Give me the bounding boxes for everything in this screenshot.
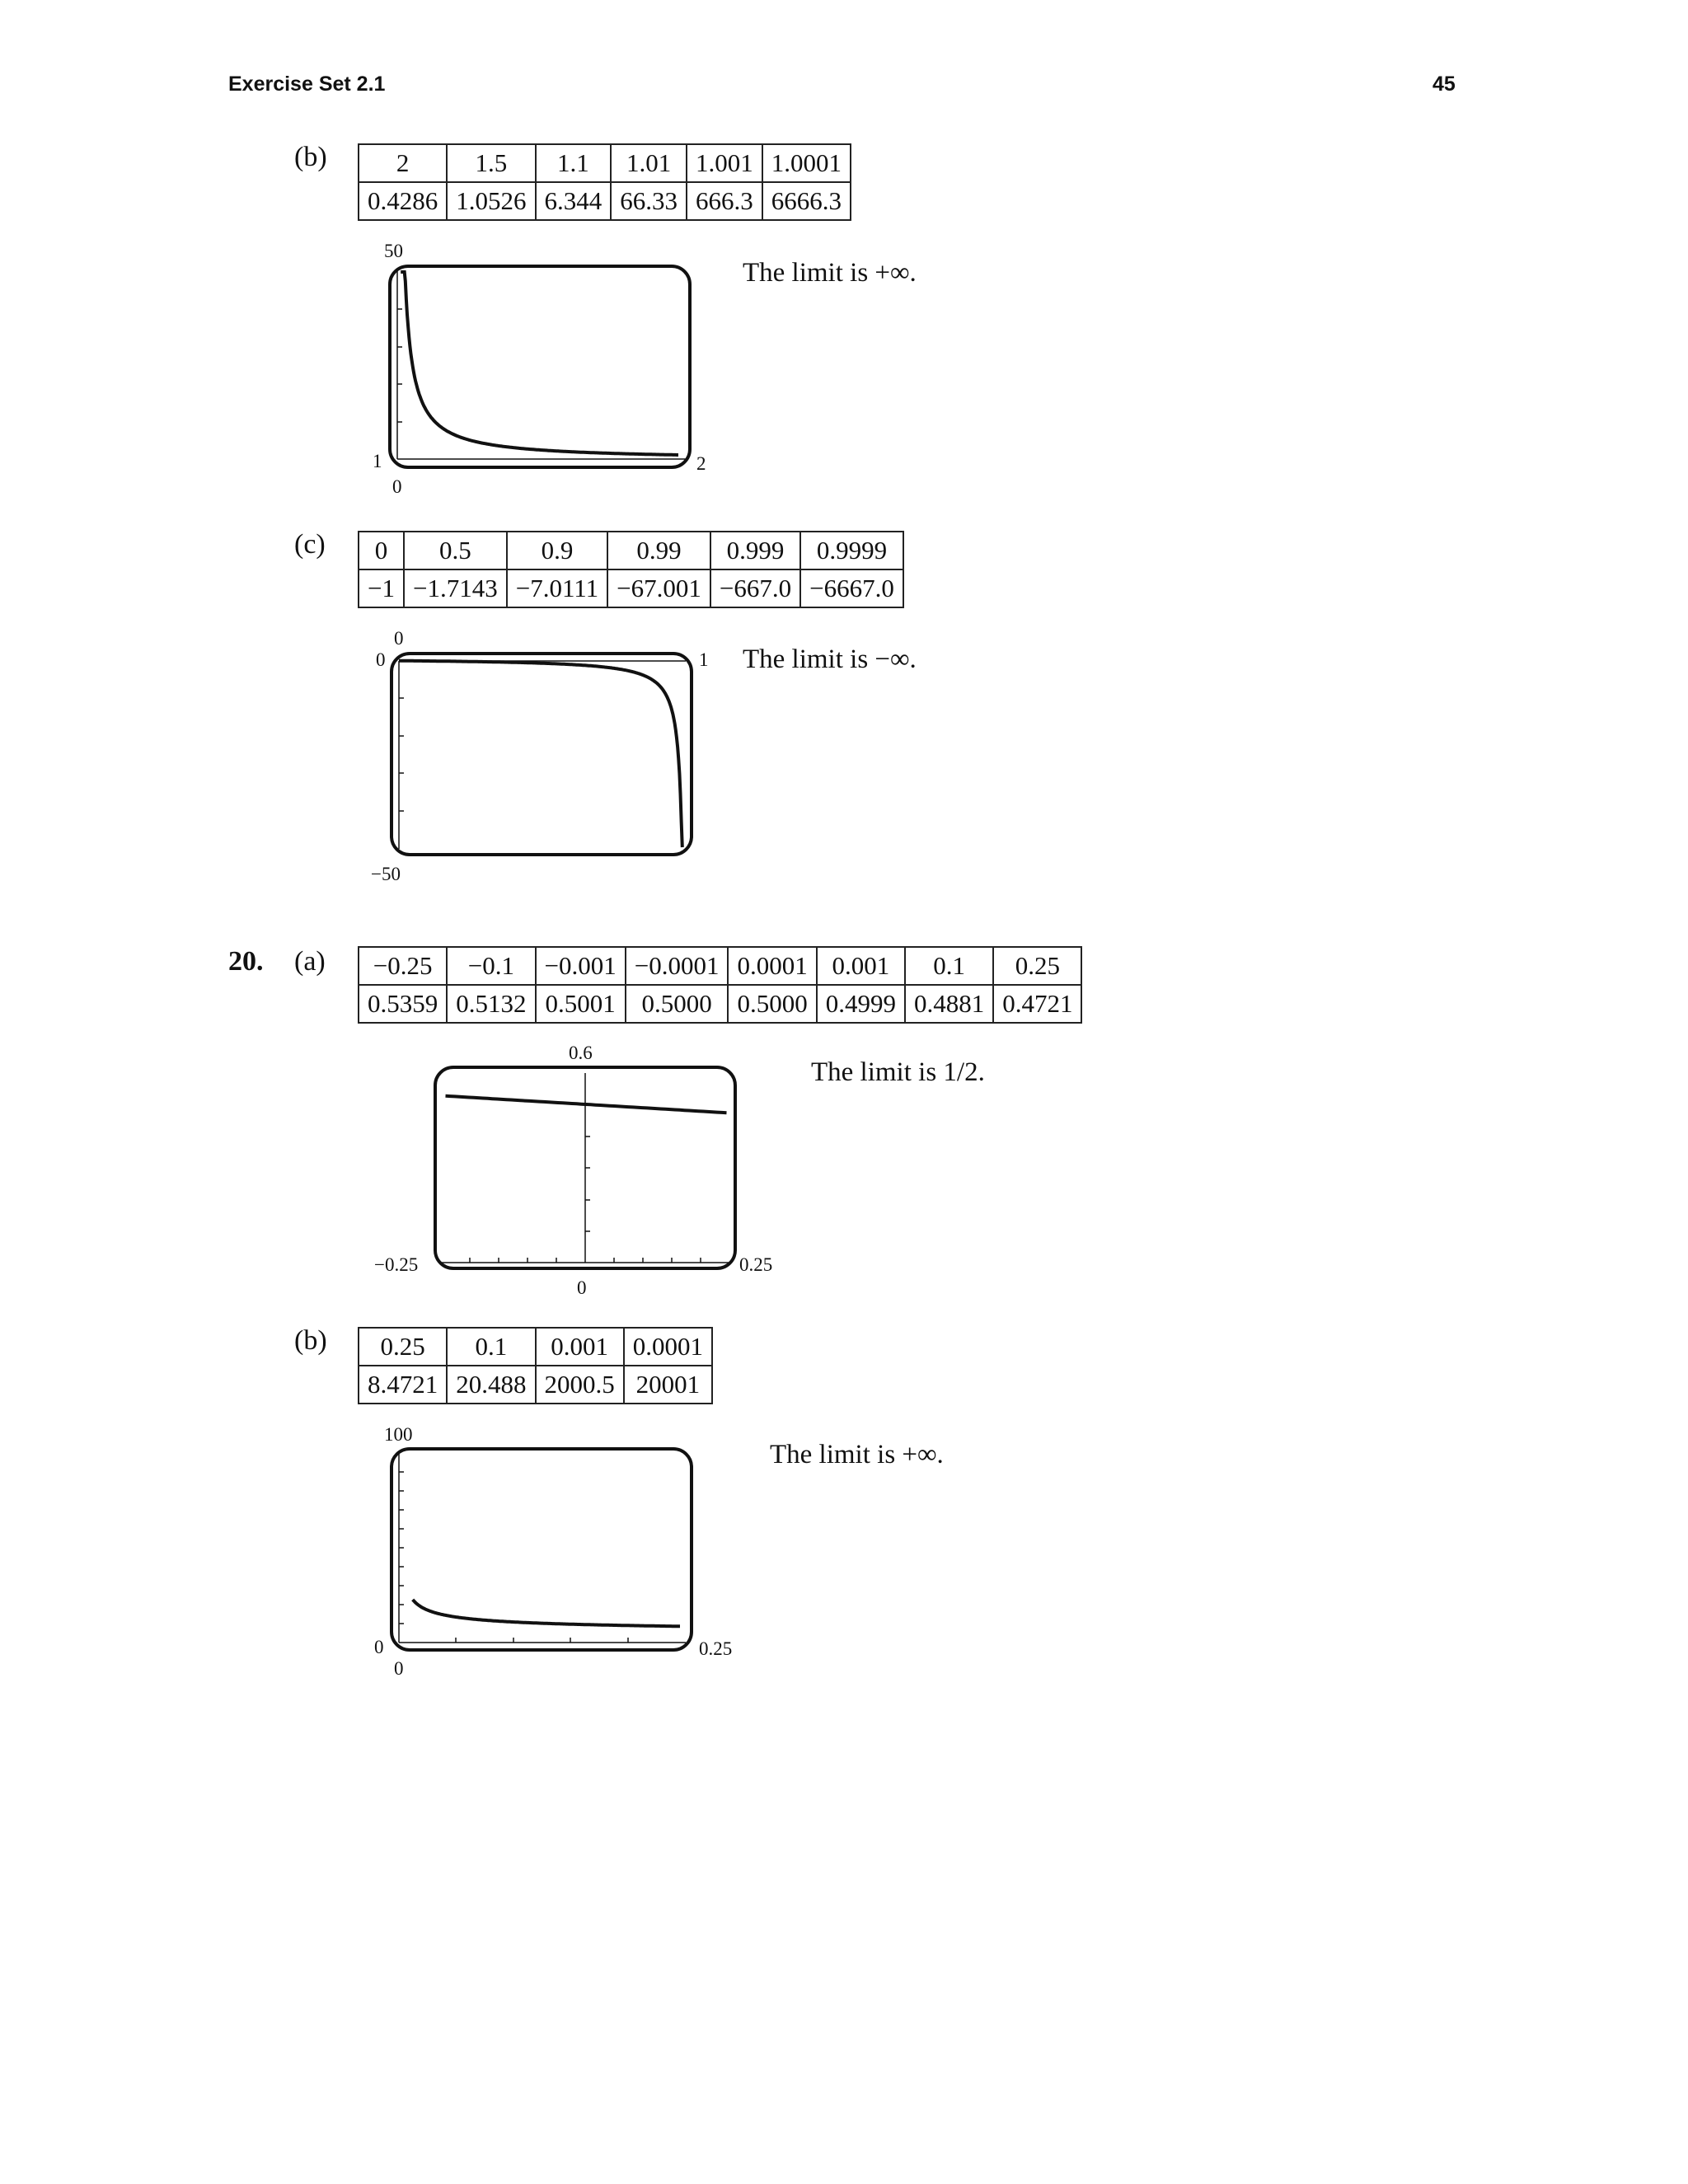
table-row-x — [359, 947, 1081, 985]
table-cell: 0.99 — [607, 532, 710, 569]
table-cell: 0.4721 — [993, 985, 1081, 1023]
table-cell: 0.5000 — [728, 985, 816, 1023]
tick-label-xmax: 0.25 — [699, 1638, 733, 1659]
graph-19b — [387, 264, 692, 470]
tick-label-xmax: 1 — [699, 649, 709, 670]
graph-19c — [389, 651, 694, 857]
table-row-x — [359, 532, 903, 569]
calculator-frame — [392, 1449, 692, 1650]
page-number: 45 — [1432, 73, 1456, 96]
table-cell: 1.0526 — [447, 182, 535, 220]
tick-label-ymin: −50 — [371, 864, 401, 884]
table-cell: 0.1 — [447, 1328, 535, 1366]
graph-20a — [433, 1065, 738, 1271]
tick-label-ymax: 0.6 — [569, 1043, 593, 1063]
table-cell: 1.1 — [536, 144, 612, 182]
function-curve — [399, 661, 682, 847]
table-cell: 8.4721 — [359, 1366, 447, 1404]
tick-label-ymax: 0 — [376, 649, 386, 670]
table-cell: 0.1 — [905, 947, 993, 985]
value-table-20a — [358, 946, 1082, 1024]
limit-conclusion: The limit is +∞. — [743, 258, 917, 288]
table-cell: 0.5001 — [536, 985, 626, 1023]
table-cell: 6.344 — [536, 182, 612, 220]
y-ticks — [585, 1104, 590, 1231]
table-cell: −0.1 — [447, 947, 535, 985]
x-ticks — [456, 1638, 628, 1643]
table-cell: 0.9999 — [800, 532, 903, 569]
tick-label-xmin: 1 — [373, 451, 382, 471]
table-row-x — [359, 144, 851, 182]
part-label-c: (c) — [294, 529, 326, 560]
table-cell: 1.0001 — [762, 144, 851, 182]
y-ticks — [399, 1472, 404, 1624]
tick-label-ymin: 0 — [392, 476, 402, 497]
table-cell: 0.001 — [817, 947, 905, 985]
calculator-frame — [392, 654, 692, 855]
problem-number: 20. — [228, 946, 264, 977]
part-label-b: (b) — [294, 1325, 327, 1356]
table-cell: 1.01 — [611, 144, 687, 182]
table-cell: −0.0001 — [626, 947, 729, 985]
table-cell: −1.7143 — [404, 569, 507, 607]
table-cell: 20.488 — [447, 1366, 535, 1404]
table-cell: 0.999 — [710, 532, 800, 569]
function-curve — [413, 1600, 680, 1626]
tick-label-ymin: 0 — [374, 1637, 384, 1657]
table-cell: −7.0111 — [507, 569, 607, 607]
table-cell: −67.001 — [607, 569, 710, 607]
part-label-a: (a) — [294, 946, 326, 977]
function-curve — [401, 272, 678, 455]
table-cell: 20001 — [624, 1366, 712, 1404]
tick-label-ymax: 50 — [384, 241, 403, 261]
table-cell: −6667.0 — [800, 569, 903, 607]
table-row-f — [359, 182, 851, 220]
value-table-19b — [358, 143, 851, 221]
table-cell: 0.4999 — [817, 985, 905, 1023]
table-row-f — [359, 1366, 712, 1404]
graph-20b — [389, 1446, 694, 1652]
tick-label-xmax: 2 — [696, 453, 706, 474]
table-cell: 0.4881 — [905, 985, 993, 1023]
table-cell: 0.5 — [404, 532, 507, 569]
table-cell: 0.001 — [536, 1328, 624, 1366]
table-cell: 2 — [359, 144, 447, 182]
table-cell: 1.001 — [687, 144, 762, 182]
table-cell: 0.25 — [359, 1328, 447, 1366]
table-cell: 6666.3 — [762, 182, 851, 220]
function-curve — [446, 1096, 727, 1113]
table-cell: 666.3 — [687, 182, 762, 220]
part-label-b: (b) — [294, 142, 327, 172]
tick-label-xmin: 0 — [394, 628, 404, 649]
table-cell: 66.33 — [611, 182, 687, 220]
value-table-19c — [358, 531, 904, 608]
table-cell: 0.25 — [993, 947, 1081, 985]
tick-label-xmin: −0.25 — [374, 1254, 419, 1275]
table-row-x — [359, 1328, 712, 1366]
table-cell: 0.5132 — [447, 985, 535, 1023]
table-row-f — [359, 569, 903, 607]
tick-label-xmax: 0.25 — [739, 1254, 773, 1275]
value-table-20b — [358, 1327, 713, 1404]
limit-conclusion: The limit is −∞. — [743, 644, 917, 674]
tick-label-xmin: 0 — [394, 1658, 404, 1679]
limit-conclusion: The limit is 1/2. — [811, 1057, 985, 1087]
table-cell: −0.25 — [359, 947, 447, 985]
limit-conclusion: The limit is +∞. — [770, 1440, 944, 1469]
table-cell: −667.0 — [710, 569, 800, 607]
tick-label-yaxis: 0 — [577, 1277, 587, 1298]
table-cell: −1 — [359, 569, 404, 607]
table-row-f — [359, 985, 1081, 1023]
table-cell: 2000.5 — [536, 1366, 624, 1404]
table-cell: 0.4286 — [359, 182, 447, 220]
table-cell: 0.9 — [507, 532, 607, 569]
table-cell: 0.0001 — [624, 1328, 712, 1366]
table-cell: 0.5000 — [626, 985, 729, 1023]
table-cell: 0.0001 — [728, 947, 816, 985]
table-cell: 0.5359 — [359, 985, 447, 1023]
table-cell: 1.5 — [447, 144, 535, 182]
table-cell: 0 — [359, 532, 404, 569]
y-ticks — [399, 698, 404, 811]
calculator-frame — [390, 266, 690, 467]
y-ticks — [397, 309, 402, 422]
table-cell: −0.001 — [536, 947, 626, 985]
tick-label-ymax: 100 — [384, 1424, 413, 1445]
running-header-title: Exercise Set 2.1 — [228, 73, 386, 96]
